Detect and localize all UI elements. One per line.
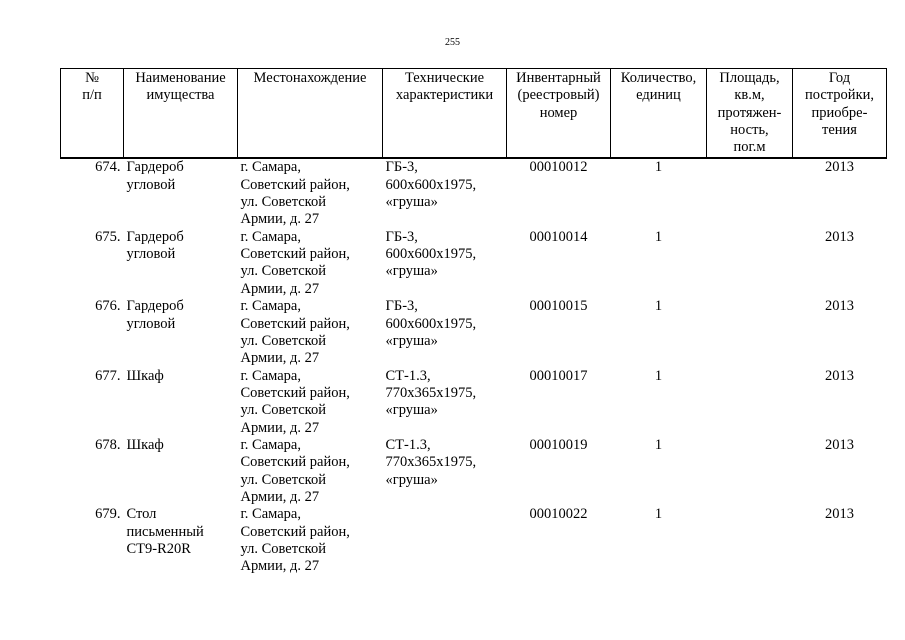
header-year <box>793 69 887 159</box>
text-line: 600х600х1975, <box>385 315 477 332</box>
cell-location <box>238 437 383 506</box>
cell-tech <box>383 298 507 367</box>
cell-name <box>124 506 238 575</box>
cell-year: 2013 <box>825 506 854 523</box>
cell-quantity: 1 <box>654 367 663 384</box>
cell-name <box>124 437 238 506</box>
text-line: номер <box>539 104 578 121</box>
cell-inventory: 00010014 <box>529 228 588 245</box>
cell-inventory: 00010015 <box>529 298 588 315</box>
header-name <box>124 69 238 159</box>
text-line: угловой <box>126 315 176 332</box>
text-line: (реестровый) <box>517 87 600 104</box>
text-line: приобре- <box>811 104 868 121</box>
text-line: № <box>85 70 99 86</box>
cell-name <box>124 368 238 437</box>
cell-tech <box>383 506 507 575</box>
table-row <box>61 506 887 575</box>
text-line: 770х365х1975, <box>385 384 477 401</box>
text-line: ГБ-3, <box>385 228 418 245</box>
cell-year: 2013 <box>825 298 854 315</box>
table-row <box>61 229 887 298</box>
text-line: СТ-1.3, <box>385 437 431 454</box>
text-line: Советский район, <box>240 384 350 401</box>
text-line: Армии, д. 27 <box>240 211 320 228</box>
cell-area <box>707 437 793 506</box>
table-row <box>61 158 887 228</box>
text-line: Армии, д. 27 <box>240 488 320 505</box>
text-line: письменный <box>126 523 204 540</box>
cell-name <box>124 298 238 367</box>
text-line: Технические <box>404 70 485 86</box>
text-line: тения <box>822 121 857 138</box>
cell-name <box>124 158 238 228</box>
text-line: Наименование <box>135 70 226 86</box>
text-line: кв.м, <box>734 87 765 104</box>
text-line: «груша» <box>385 263 438 280</box>
text-line: г. Самара, <box>240 298 301 315</box>
cell-area <box>707 506 793 575</box>
table-header <box>61 69 887 159</box>
text-line: протяжен- <box>717 104 782 121</box>
text-line: ул. Советской <box>240 332 326 349</box>
cell-year: 2013 <box>825 159 854 176</box>
text-line: Год <box>828 70 851 86</box>
cell-quantity: 1 <box>654 298 663 315</box>
text-line: Инвентарный <box>516 70 601 86</box>
header-inventory <box>507 69 611 159</box>
text-line: «груша» <box>385 332 438 349</box>
text-line: постройки, <box>804 87 874 104</box>
cell-name <box>124 229 238 298</box>
text-line: г. Самара, <box>240 228 301 245</box>
cell-inventory: 00010022 <box>529 506 588 523</box>
text-line: ул. Советской <box>240 471 326 488</box>
text-line: угловой <box>126 246 176 263</box>
cell-location <box>238 158 383 228</box>
text-line: Армии, д. 27 <box>240 419 320 436</box>
cell-num: 677. <box>95 367 121 384</box>
text-line: Гардероб <box>126 228 184 245</box>
text-line: угловой <box>126 176 176 193</box>
text-line: Армии, д. 27 <box>240 350 320 367</box>
cell-num: 676. <box>95 298 121 315</box>
text-line: ул. Советской <box>240 402 326 419</box>
cell-location <box>238 298 383 367</box>
cell-area <box>707 368 793 437</box>
cell-area <box>707 229 793 298</box>
text-line: ГБ-3, <box>385 298 418 315</box>
text-line: Стол <box>126 506 157 523</box>
cell-num: 674. <box>95 159 121 176</box>
cell-year: 2013 <box>825 228 854 245</box>
header-num <box>61 69 124 159</box>
text-line: ность, <box>730 121 769 138</box>
text-line: Количество, <box>620 70 697 86</box>
text-line: ул. Советской <box>240 194 326 211</box>
text-line: имущества <box>146 87 215 104</box>
cell-quantity: 1 <box>654 437 663 454</box>
text-line: СТ-1.3, <box>385 367 431 384</box>
header-location <box>238 69 383 159</box>
cell-tech <box>383 229 507 298</box>
cell-location <box>238 368 383 437</box>
text-line: Армии, д. 27 <box>240 280 320 297</box>
text-line: 600х600х1975, <box>385 246 477 263</box>
text-line: г. Самара, <box>240 367 301 384</box>
cell-year: 2013 <box>825 437 854 454</box>
text-line: Армии, д. 27 <box>240 558 320 575</box>
cell-inventory: 00010012 <box>529 159 588 176</box>
text-line: СТ9-R20R <box>126 541 191 558</box>
text-line: Советский район, <box>240 176 350 193</box>
cell-inventory: 00010017 <box>529 367 588 384</box>
text-line: Советский район, <box>240 315 350 332</box>
table-row <box>61 368 887 437</box>
cell-area <box>707 298 793 367</box>
cell-num: 678. <box>95 437 121 454</box>
text-line: 600х600х1975, <box>385 176 477 193</box>
text-line: «груша» <box>385 194 438 211</box>
text-line: 770х365х1975, <box>385 454 477 471</box>
cell-tech <box>383 437 507 506</box>
text-line: Шкаф <box>126 367 164 384</box>
cell-location <box>238 229 383 298</box>
table-body <box>61 158 887 575</box>
header-tech <box>383 69 507 159</box>
text-line: характеристики <box>395 87 494 104</box>
text-line: ул. Советской <box>240 263 326 280</box>
text-line: Местонахождение <box>253 70 367 86</box>
header-area <box>707 69 793 159</box>
text-line: ул. Советской <box>240 541 326 558</box>
cell-year: 2013 <box>825 367 854 384</box>
text-line: Гардероб <box>126 159 184 176</box>
text-line: Гардероб <box>126 298 184 315</box>
text-line: г. Самара, <box>240 506 301 523</box>
header-quantity <box>611 69 707 159</box>
text-line: г. Самара, <box>240 437 301 454</box>
page-number: 255 <box>445 37 460 48</box>
cell-location <box>238 506 383 575</box>
text-line: Советский район, <box>240 523 350 540</box>
text-line: единиц <box>636 87 681 104</box>
cell-num: 679. <box>95 506 121 523</box>
text-line: Советский район, <box>240 454 350 471</box>
cell-tech <box>383 158 507 228</box>
text-line: ГБ-3, <box>385 159 418 176</box>
property-registry-table <box>60 68 887 576</box>
text-line: пог.м <box>733 139 766 156</box>
text-line: Советский район, <box>240 246 350 263</box>
table-row <box>61 298 887 367</box>
text-line: г. Самара, <box>240 159 301 176</box>
text-line: п/п <box>82 87 102 104</box>
text-line: Шкаф <box>126 437 164 454</box>
text-line: «груша» <box>385 471 438 488</box>
cell-num: 675. <box>95 228 121 245</box>
text-line: Площадь, <box>719 70 780 86</box>
cell-quantity: 1 <box>654 228 663 245</box>
cell-quantity: 1 <box>654 159 663 176</box>
table-row <box>61 437 887 506</box>
text-line: «груша» <box>385 402 438 419</box>
cell-area <box>707 158 793 228</box>
cell-quantity: 1 <box>654 506 663 523</box>
cell-inventory: 00010019 <box>529 437 588 454</box>
cell-tech <box>383 368 507 437</box>
